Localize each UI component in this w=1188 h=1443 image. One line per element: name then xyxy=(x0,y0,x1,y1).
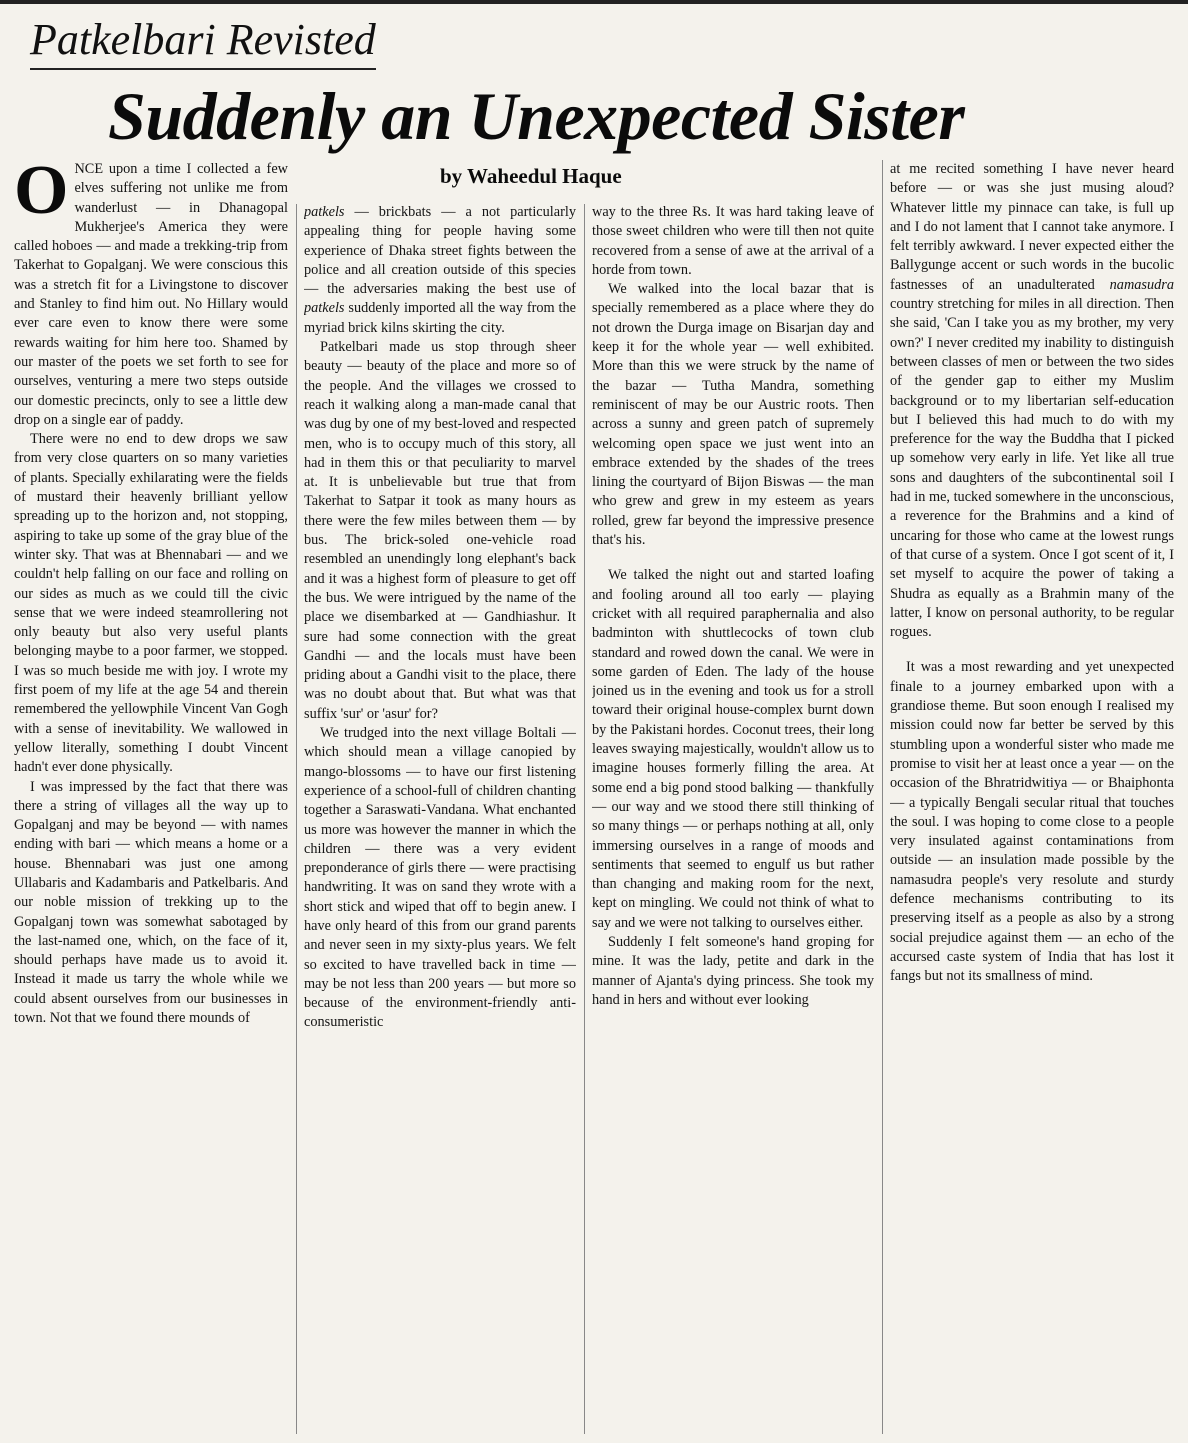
drop-cap: O xyxy=(14,160,69,229)
emphasis: patkels xyxy=(304,300,345,317)
paragraph: There were no end to dew drops we saw from very close quarters on so many varieties of plants. Specially exhilarating were the fields of mustard their heavenly brilliant yellow spreading up to the horizon and, not stopping, aspiring to take up some of the gray blue of the winter sky. That was at Bhennabari — and we couldn't help falling on our face and rolling on our sides as much as we could till the civic sense that we were indeed steamrollering not only beauty but also very useful plants belonging maybe to a poor farmer, we stopped. I was so much beside me with joy. I wrote my first poem of my life at the age 54 and therein remembered the yellowphile Vincent Van Gogh with a sense of inevitability. We wallowed in yellow literally, something I doubt Vincent hadn't ever done physically. xyxy=(14,431,288,776)
paragraph: We trudged into the next village Boltali — which should mean a village canopied by mango-blossoms — to have our first listening experience of a school-full of children chanting together a Saraswati-Vandana. What enchanted us more was however the manner in which the children — there was a very evident preponderance of girls there — were practising handwriting. It was on sand they wrote with a short stick and wiped that off to begin anew. I have only heard of this from our grand parents and never seen in my sixty-plus years. We felt so excited to have travelled back in time — may be not less than 200 years — but more so because of the environment-friendly anti-consumeristic xyxy=(304,725,576,1031)
paragraph xyxy=(14,160,288,430)
paragraph-text: — brickbats — a not particularly appealing thing for people having some experience of Dhaka street fights between the police and all creation outside of this species — the adversaries making the best use of xyxy=(304,204,576,298)
paragraph xyxy=(890,160,1174,642)
paragraph-text: NCE upon a time I collected a few elves suffering not unlike me from wanderlust — in Dhanagopal Mukherjee's America they were called hoboes — and made a trekking-trip from Takerhat to Gopalganj. We were conscious this was a stretch fit for a Livingstone to discover and Stanley to find him out. No Hillary would ever care even to know there were some rewards waiting for him here too. Shamed by our master of the poets we set forth to see for ourselves, venturing a mere two steps outside our domestic precincts, only to see a little dew drop on a single ear of paddy. xyxy=(14,161,288,428)
column-rule xyxy=(296,204,297,1434)
emphasis: namasudra xyxy=(1109,276,1174,293)
paragraph: I was impressed by the fact that there was there a string of villages all the way up to Gopalganj and may be beyond — with names ending with bari — which means a home or a house. Bhennabari was just one among Ullabaris and Kadambaris and Patkelbaris. And our noble mission of trekking up to the Gopalganj town was somewhat sabotaged by the last-named one, which, on the face of it, should perhaps have made us to avoid it. Instead it made us tarry the whole while we could absent ourselves from our businesses in town. Not that we found there mounds of xyxy=(14,778,288,1027)
paragraph: It was a most rewarding and yet unexpected finale to a journey embarked upon with a grandiose theme. But soon enough I realised my mission could now far better be served by this stumbling upon a wonderful sister who made me promise to visit her at least once a year — on the occasion of the Bhratridwitiya — or Bhaiphonta — a typically Bengali secular ritual that touches the soul. I was hoping to come close to a people very insulated against contaminations from outside — an insulation made possible by the namasudra people's very resolute and sturdy defence mechanisms contributing to its preserving itself as a people as also by a strong social prejudice against them — an echo of the accursed caste system of India that has lost it fangs but not its smallness of mind. xyxy=(890,659,1174,985)
paragraph: way to the three Rs. It was hard taking leave of those sweet children who were till then not quite recovered from a sense of awe at the arrival of a horde from town. xyxy=(592,204,874,278)
byline: by Waheedul Haque xyxy=(440,164,622,188)
paragraph xyxy=(304,203,576,338)
column-1 xyxy=(14,160,288,1435)
column-2 xyxy=(304,203,576,1435)
kicker: Patkelbari Revisted xyxy=(30,14,376,70)
top-rule xyxy=(0,0,1188,4)
paragraph: We talked the night out and started loafing and fooling around all too early — playing cricket with all required paraphernalia and also badminton with shuttlecocks of town club standard and rowed down the canal. We were in some garden of Eden. The lady of the house joined us in the evening and took us for a stroll toward their original house-complex burnt down by the Pakistani hordes. Coconut trees, their long leaves swaying majestically, wouldn't allow us to imagine houses formerly filling the area. At some end a big pond stood balking — thankfully — our way and we stood there still thinking of so many things — or perhaps nothing at all, only immersing ourselves in a range of moods and sentiments that seemed to engulf us but rather than changing and making room for the next, kept on mingling. We could not think of what to say and we were not talking to ourselves either. xyxy=(592,567,874,931)
paragraph-text: at me recited something I have never heard before — or was she just musing aloud? Whatever little my pinnace can take, is full up and I do not lament that I cannot take anymore. I felt terribly awkward. I never expected either the Ballygunge accent or such words in the bucolic fastnesses of an unadulterated xyxy=(890,161,1174,293)
paragraph-text: country stretching for miles in all direction. Then she said, 'Can I take you as my brother, my very own?' I never credited my inability to distinguish between classes of men or between the two sides of the gender gap to either my Muslim background or to my libertarian self-education but I believed this had much to do with my preference for the way the Buddha that I picked up somehow very early in life. Yet like all true sons and daughters of the subcontinental soil I had in me, tucked somewhere in the unconscious, a reverence for the Brahmins and a kind of uncaring for those who came at the lowest rungs of that curse of a system. Once I got scent of it, I set myself to acquire the power of taking a Shudra as equally as a Brahmin many of the latter, I know on personal authority, to be regular rogues. xyxy=(890,296,1174,641)
column-rule xyxy=(882,160,883,1434)
paragraph: Suddenly I felt someone's hand groping for mine. It was the lady, petite and dark in the manner of Ajanta's dying princess. She took my hand in hers and without ever looking xyxy=(592,933,874,1008)
paragraph: Patkelbari made us stop through sheer beauty — beauty of the place and more so of the people. And the villages we crossed to reach it walking along a man-made canal that was dug by one of my best-loved and respected men, who is to occupy much of this story, all had in them this or that peculiarity to marvel at. It is unbelievable but true that from Takerhat to Satpar it took as many hours as there were the few miles between them — by bus. The brick-soled one-vehicle road resembled an unendingly long elephant's back and it was a highest form of pleasure to get off the bus. We were intrigued by the name of the place we disembarked at — Gandhiashur. It sure had some connection with the great Gandhi — and the locals must have been priding about a Gandhi visit to the place, there was no doubt about that. But what was that suffix 'sur' or 'asur' for? xyxy=(304,339,576,722)
column-3 xyxy=(592,203,874,1435)
paragraph-text: suddenly imported all the way from the myriad brick kilns skirting the city. xyxy=(304,300,576,336)
paragraph: We walked into the local bazar that is specially remembered as a place where they do not drown the Durga image on Bisarjan day and keep it for the whole year — well exhibited. More than this we were struck by the name of the bazar — Tutha Mandra, something reminiscent of may be our Austric roots. Then across a sunny and green patch of supremely welcoming open space we just went into an embrace extended by the shades of the trees lining the courtyard of Bijon Biswas — the man who grew and grew in my esteem as years rolled, grew far beyond the impressive presence that's his. xyxy=(592,281,874,549)
emphasis: patkels xyxy=(304,204,345,220)
column-4 xyxy=(890,160,1174,1435)
column-rule xyxy=(584,204,585,1434)
headline: Suddenly an Unexpected Sister xyxy=(108,78,965,154)
